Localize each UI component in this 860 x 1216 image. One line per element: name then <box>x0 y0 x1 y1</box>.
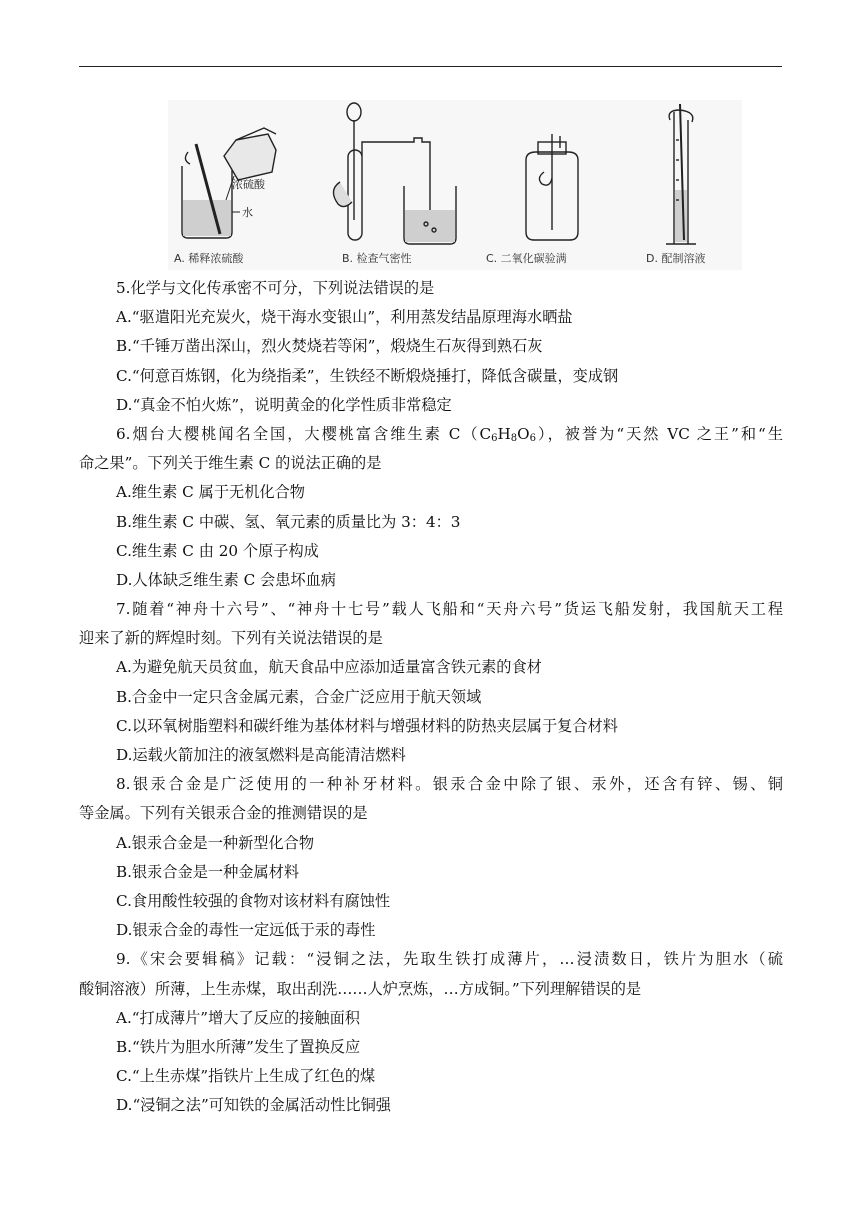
caption-b: B. 检查气密性 <box>342 252 412 265</box>
q5-option-c: C.“何意百炼钢，化为绕指柔”，生铁经不断煅烧捶打，降低含碳量，变成钢 <box>116 366 619 385</box>
q6-stem-line2: 命之果”。下列关于维生素 C 的说法正确的是 <box>79 454 382 473</box>
question-content <box>79 274 783 1120</box>
lab-apparatus-figure <box>168 100 742 270</box>
q5-stem: 5.化学与文化传承密不可分，下列说法错误的是 <box>116 279 435 297</box>
q8-option-d: D.银汞合金的毒性一定远低于汞的毒性 <box>116 921 376 940</box>
q8-stem-line1: 8.银汞合金是广泛使用的一种补牙材料。银汞合金中除了银、汞外，还含有锌、锡、铜 <box>116 775 783 794</box>
q8-option-a: A.银汞合金是一种新型化合物 <box>116 833 315 852</box>
q5-option-a: A.“驱遣阳光充炭火，烧干海水变银山”，利用蒸发结晶原理海水晒盐 <box>116 308 573 327</box>
q7-option-a: A.为避免航天员贫血，航天食品中应添加适量富含铁元素的食材 <box>116 658 542 677</box>
label-acid: 浓硫酸 <box>232 178 265 191</box>
q5-option-b: B.“千锤万凿出深山，烈火焚烧若等闲”，煅烧生石灰得到熟石灰 <box>116 337 543 356</box>
q7-option-c: C.以环氧树脂塑料和碳纤维为基体材料与增强材料的防热夹层属于复合材料 <box>116 716 618 735</box>
q9-option-d: D.“浸铜之法”可知铁的金属活动性比铜强 <box>116 1096 391 1115</box>
header-rule <box>79 66 782 67</box>
q8-stem-line2: 等金属。下列有关银汞合金的推测错误的是 <box>79 804 368 823</box>
q8-option-c: C.食用酸性较强的食物对该材料有腐蚀性 <box>116 891 391 910</box>
caption-a: A. 稀释浓硫酸 <box>174 252 244 265</box>
q7-option-b: B.合金中一定只含金属元素，合金广泛应用于航天领域 <box>116 687 482 706</box>
q9-option-c: C.“上生赤煤”指铁片上生成了红色的煤 <box>116 1067 376 1086</box>
caption-c: C. 二氧化碳验满 <box>486 252 567 265</box>
q6-option-b: B.维生素 C 中碳、氢、氧元素的质量比为 3：4：3 <box>116 512 461 531</box>
q8-option-b: B.银汞合金是一种金属材料 <box>116 862 300 881</box>
q6-option-d: D.人体缺乏维生素 C 会患坏血病 <box>116 570 336 589</box>
label-water: 水 <box>242 206 253 219</box>
caption-d: D. 配制溶液 <box>646 252 706 265</box>
q9-stem-line1: 9.《宋会要辑稿》记载：“浸铜之法，先取生铁打成薄片，…浸渍数日，铁片为胆水（硫 <box>116 950 783 969</box>
q7-stem-line2: 迎来了新的辉煌时刻。下列有关说法错误的是 <box>79 629 383 648</box>
q9-stem-line2: 酸铜溶液）所薄，上生赤煤，取出刮洗……人炉烹炼，…方成铜。”下列理解错误的是 <box>79 979 642 998</box>
q5-option-d: D.“真金不怕火炼”，说明黄金的化学性质非常稳定 <box>116 395 452 414</box>
q7-stem-line1: 7.随着“神舟十六号”、“神舟十七号”载人飞船和“天舟六号”货运飞船发射，我国航天工程 <box>116 600 783 619</box>
q7-option-d: D.运载火箭加注的液氢燃料是高能清洁燃料 <box>116 746 406 764</box>
q9-option-a: A.“打成薄片”增大了反应的接触面积 <box>116 1008 360 1027</box>
q6-stem-line1: 6.烟台大樱桃闻名全国，大樱桃富含维生素 $C(C_6H_8O_6)$，被誉为“天然 VC 之王”和“生 <box>116 424 784 444</box>
q6-option-c: C.维生素 C 由 20 个原子构成 <box>116 541 319 560</box>
q9-option-b: B.“铁片为胆水所薄”发生了置换反应 <box>116 1037 361 1056</box>
q6-option-a: A.维生素 C 属于无机化合物 <box>116 483 305 502</box>
